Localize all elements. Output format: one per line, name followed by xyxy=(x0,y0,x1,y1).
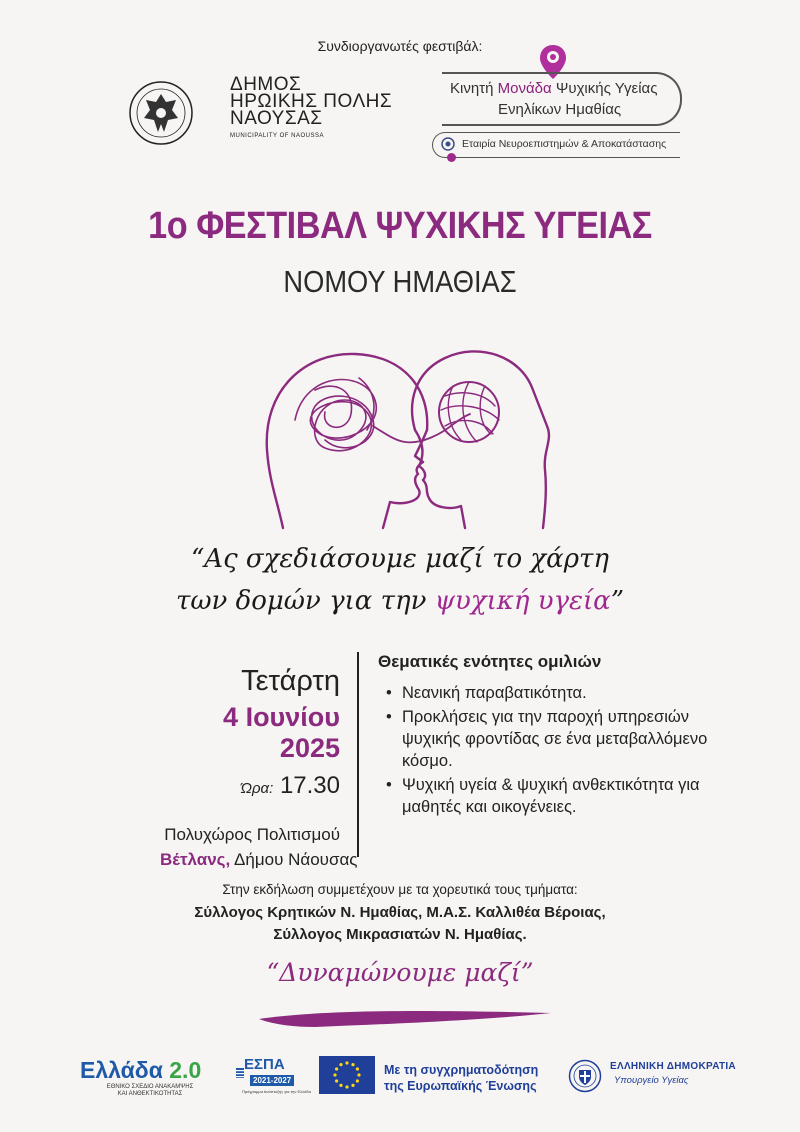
festival-title: 1ο ΦΕΣΤΙΒΑΛ ΨΥΧΙΚΗΣ ΥΓΕΙΑΣ xyxy=(148,205,652,247)
event-day: Τετάρτη xyxy=(241,665,340,697)
topic-item: • Νεανική παραβατικότητα. xyxy=(378,682,718,704)
unit-word2: Μονάδα xyxy=(497,80,552,97)
event-date: 4 Ιουνίου 2025 xyxy=(223,702,340,763)
municipality-line1: ΔΗΜΟΣ xyxy=(230,74,302,95)
hellenic-republic-seal-icon xyxy=(568,1059,602,1093)
espa-logo xyxy=(236,1056,311,1094)
greece-2-0-logo xyxy=(80,1057,220,1098)
eu-line2: της Ευρωπαϊκής Ένωσης xyxy=(384,1079,537,1093)
greek-flag-icon xyxy=(236,1068,244,1078)
time-value: 17.30 xyxy=(279,772,340,799)
company-name: Εταιρία Νευροεπιστημών & Αποκατάστασης xyxy=(462,138,667,150)
venue-line2 xyxy=(160,847,358,872)
quote-line2-start: των δομών για την xyxy=(175,586,435,616)
topics-list xyxy=(378,682,718,818)
brush-stroke xyxy=(255,1005,555,1031)
participants-groups xyxy=(0,902,800,946)
eu-funding-text xyxy=(384,1062,538,1094)
municipality-logo xyxy=(230,76,420,139)
column-divider xyxy=(357,652,359,857)
municipality-english: MUNICIPALITY OF NAOUSSA xyxy=(230,133,324,139)
quote-highlight: ψυχική υγεία xyxy=(434,586,611,616)
time-label: Ώρα: xyxy=(240,780,274,797)
venue-highlight: Βέτλανς, xyxy=(160,850,231,869)
two-heads-illustration xyxy=(255,330,555,530)
festival-quote xyxy=(0,538,800,622)
venue-line1: Πολυχώρος Πολιτισμού xyxy=(164,825,340,844)
slogan: “Δυναμώνουμε μαζί” xyxy=(266,958,534,987)
greece-sub2: ΚΑΙ ΑΝΘΕΚΤΙΚΟΤΗΤΑΣ xyxy=(117,1091,183,1097)
unit-word1: Κινητή xyxy=(450,80,494,97)
greece-title xyxy=(80,1057,220,1084)
unit-word3: Ψυχικής xyxy=(555,80,611,97)
participants-line1: Σύλλογος Κρητικών Ν. Ημαθίας, Μ.Α.Σ. Καλλιθέα Βέροιας, xyxy=(194,904,606,921)
festival-subtitle: ΝΟΜΟΥ ΗΜΑΘΙΑΣ xyxy=(283,264,517,299)
espa-title: ΕΣΠΑ xyxy=(244,1056,285,1073)
greece-number: 2.0 xyxy=(169,1057,202,1083)
quote-line2 xyxy=(0,580,800,622)
topic-item: • Προκλήσεις για την παροχή υπηρεσιών ψυχικής φροντίδας σε ένα μεταβαλλόμενο κόσμο. xyxy=(378,706,718,772)
venue-rest: Δήμου Νάουσας xyxy=(230,850,358,869)
espa-sub: Πρόγραμμα Ανάπτυξης για την Ελλάδα xyxy=(242,1089,311,1094)
eu-flag-icon xyxy=(319,1056,375,1094)
participants-intro: Στην εκδήλωση συμμετέχουν με τα χορευτικά τους τμήματα: xyxy=(222,882,578,897)
unit-logo-line1 xyxy=(450,80,657,97)
municipality-line3: ΝΑΟΥΣΑΣ xyxy=(230,108,323,129)
event-details xyxy=(160,665,358,872)
topic-item: • Ψυχική υγεία & ψυχική ανθεκτικότητα για μαθητές και οικογένειες. xyxy=(378,774,718,818)
hellenic-republic-title: ΕΛΛΗΝΙΚΗ ΔΗΜΟΚΡΑΤΙΑ xyxy=(610,1061,736,1072)
quote-line1: “Ας σχεδιάσουμε μαζί το χάρτη xyxy=(191,544,609,574)
municipality-seal-icon xyxy=(128,80,194,146)
participants-line2: Σύλλογος Μικρασιατών Ν. Ημαθίας. xyxy=(273,926,527,943)
topics-title: Θεματικές ενότητες ομιλιών xyxy=(378,652,602,671)
event-time xyxy=(160,772,340,800)
unit-word4: Υγείας xyxy=(614,80,658,97)
espa-years: 2021-2027 xyxy=(250,1075,294,1086)
greece-sub1: ΕΘΝΙΚΟ ΣΧΕΔΙΟ ΑΝΑΚΑΜΨΗΣ xyxy=(106,1084,194,1090)
unit-logo-line2: Ενηλίκων Ημαθίας xyxy=(498,101,622,118)
event-venue xyxy=(160,822,358,872)
co-organizers-label: Συνδιοργανωτές φεστιβάλ: xyxy=(317,38,483,54)
eu-line1: Με τη συγχρηματοδότηση xyxy=(384,1063,539,1077)
topics-section xyxy=(378,652,718,820)
ministry-name: Υπουργείο Υγείας xyxy=(614,1075,689,1086)
municipality-line2: ΗΡΩΙΚΗΣ ΠΟΛΗΣ xyxy=(230,91,393,112)
company-logo-icon xyxy=(441,137,455,151)
unit-dot xyxy=(447,153,456,162)
greece-word: Ελλάδα xyxy=(80,1057,163,1083)
quote-line2-end: ” xyxy=(610,586,625,616)
